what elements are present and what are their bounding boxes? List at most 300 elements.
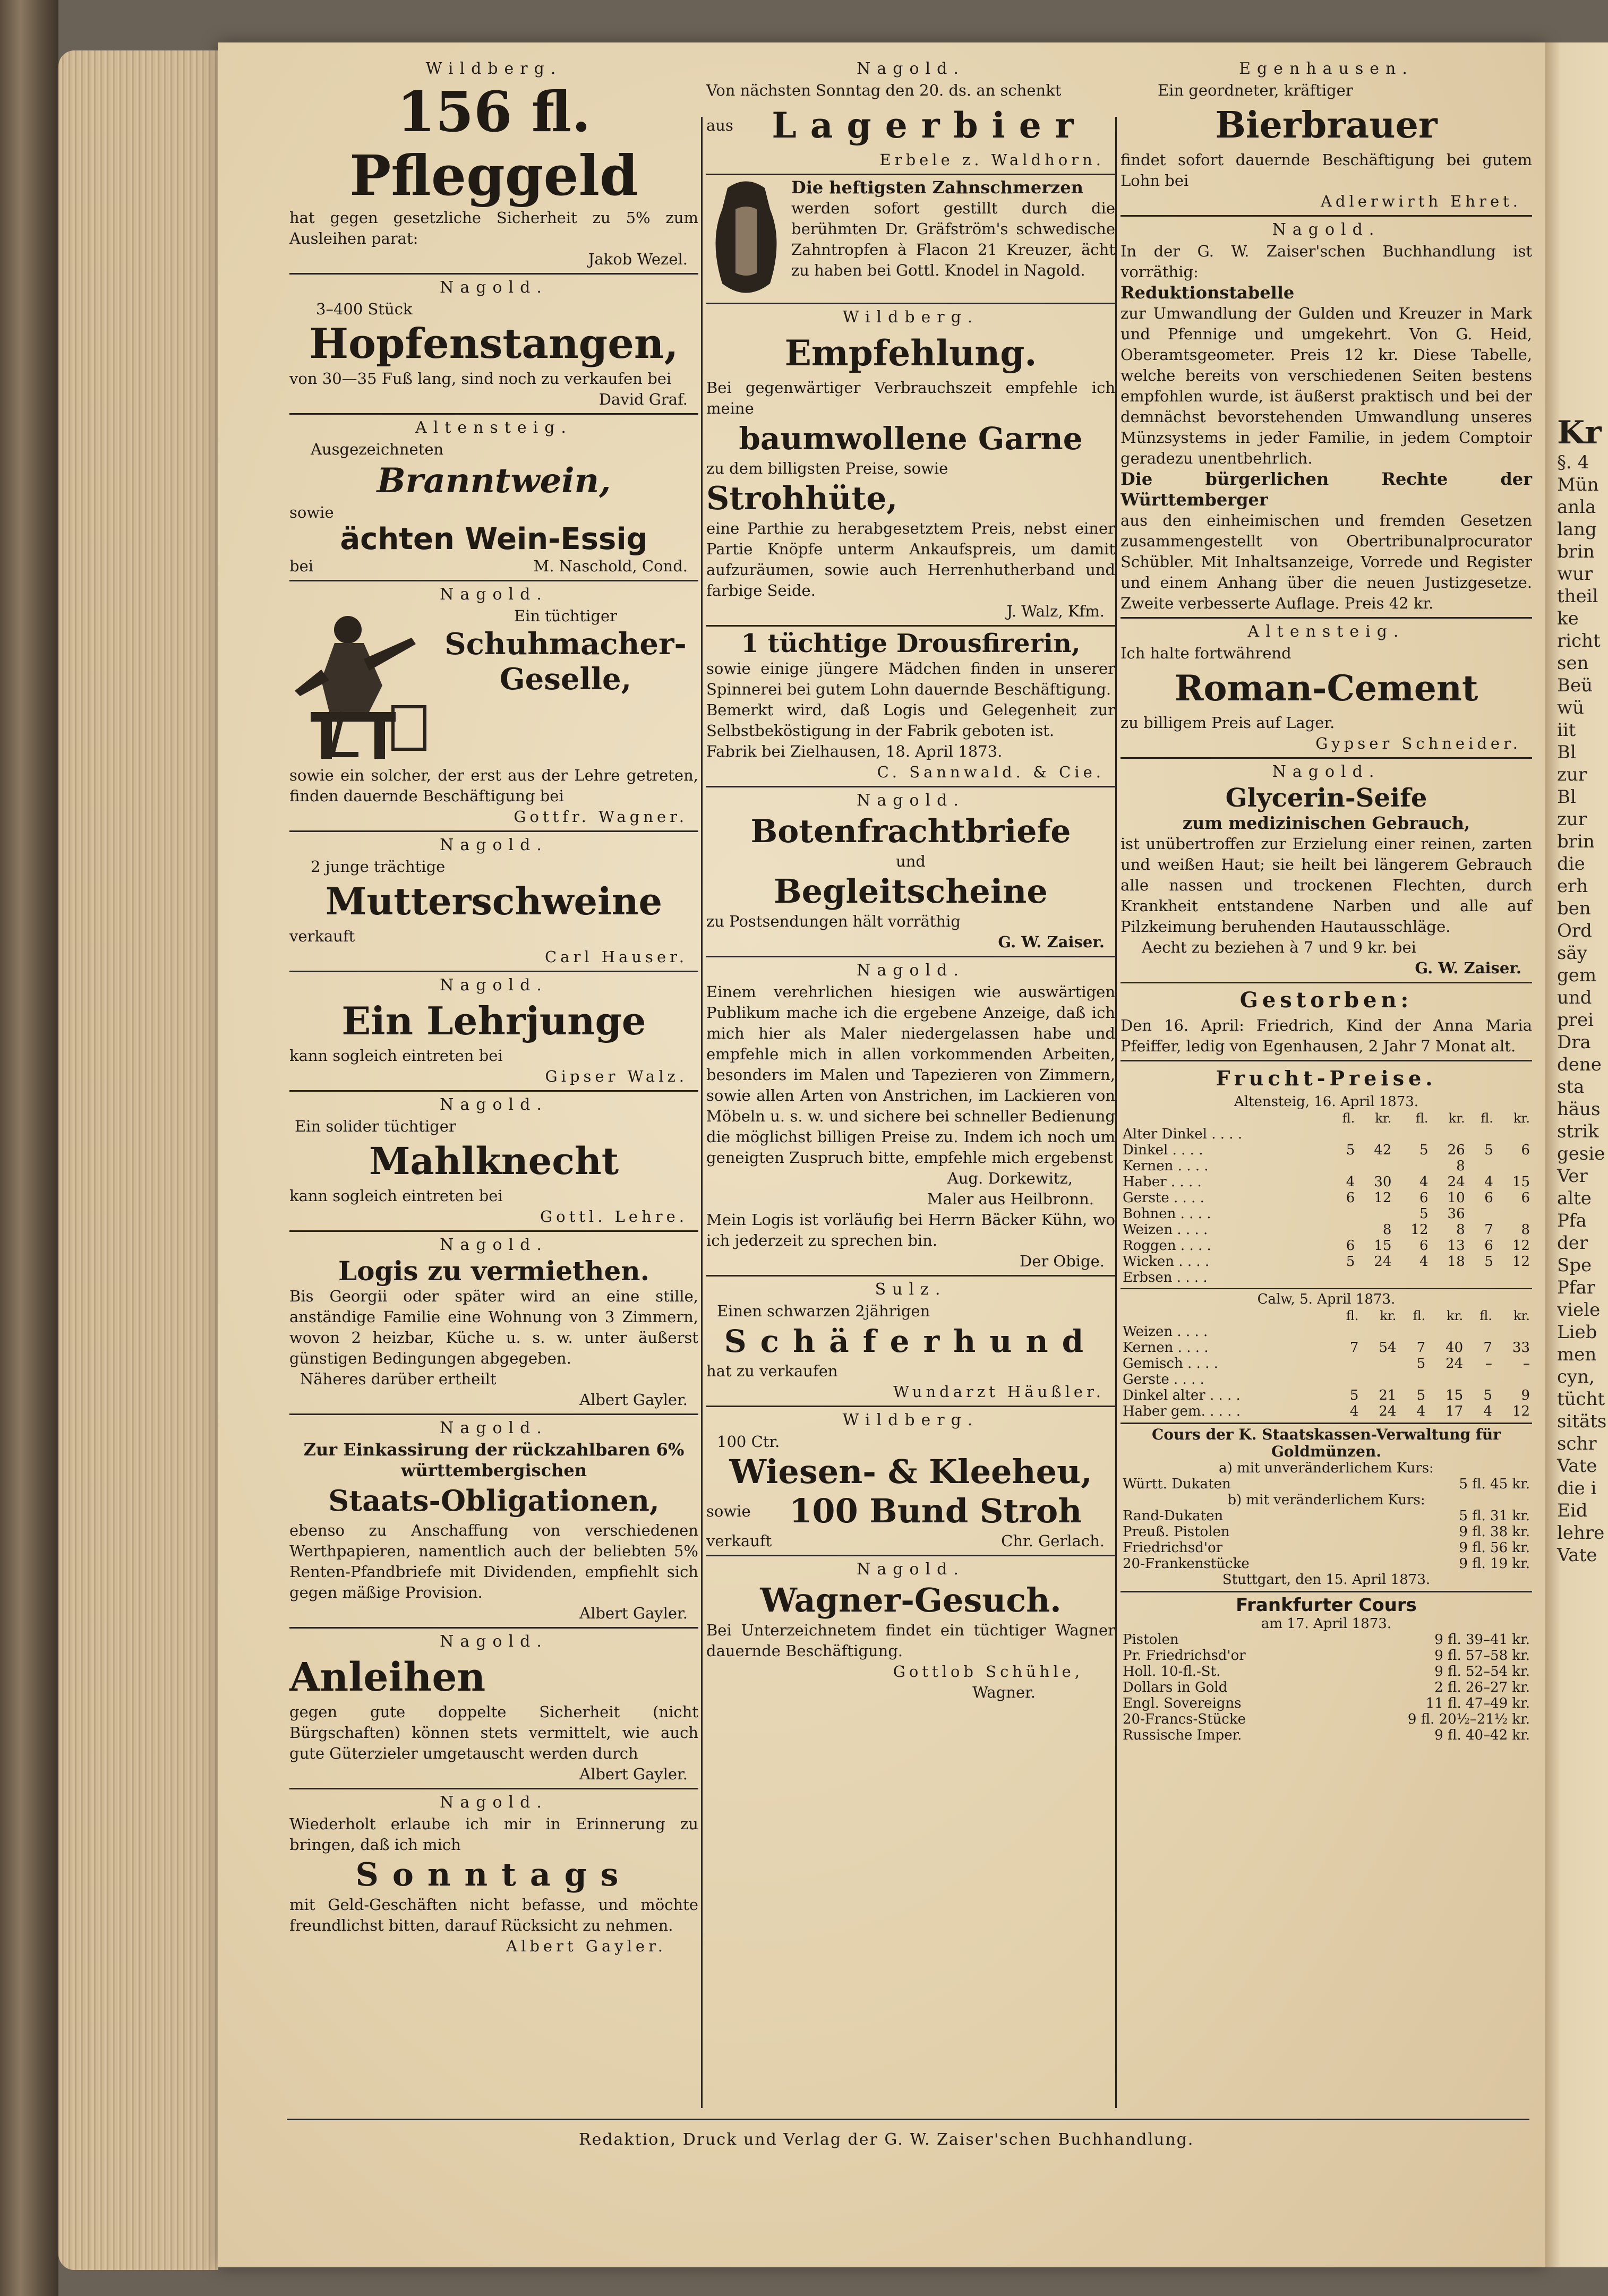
place: Wildberg. (842, 308, 979, 327)
price-cell: 6 (1419, 1190, 1429, 1206)
coin-name: Pr. Friedrichsd'or (1123, 1648, 1246, 1664)
intro: Ein solider tüchtiger (295, 1117, 456, 1135)
divider (1121, 1591, 1532, 1592)
signature: Gipser Walz. (545, 1067, 688, 1085)
column-header: fl. (1481, 1111, 1493, 1126)
ad-wiesenheu (706, 1409, 1115, 1552)
imprint-footer: Redaktion, Druck und Verlag der G. W. Zaiser'schen Buchhandlung. (579, 2130, 1194, 2149)
divider (289, 273, 698, 275)
grain-name: Roggen . . . . (1123, 1238, 1211, 1254)
headline: Sonntags (355, 1856, 632, 1894)
table-row (1121, 1158, 1532, 1174)
body-2: mit Geld-Geschäften nicht befasse, und möchte freundlichst bitten, darauf Rücksicht zu nehmen. (289, 1896, 698, 1934)
price-cell: 5 (1419, 1206, 1429, 1222)
corner-cell (1121, 1110, 1329, 1126)
divider (1121, 617, 1532, 619)
coin-value: 9 fl. 19 kr. (1459, 1556, 1530, 1572)
price-cell (1329, 1126, 1357, 1142)
next-page-line: sen (1557, 653, 1589, 674)
ad-staats-obligationen (289, 1417, 698, 1624)
coin-value: 2 fl. 26–27 kr. (1434, 1680, 1530, 1695)
table-row (1121, 1254, 1532, 1270)
body: sowie einige jüngere Mädchen finden in unserer Spinnerei bei gutem Lohn dauernde Beschäftigung. (706, 659, 1115, 698)
price-cell: 8 (1456, 1222, 1465, 1238)
divider (289, 1627, 698, 1629)
signature: Albert Gayler. (579, 1391, 688, 1409)
signature: Aug. Dorkewitz, (947, 1169, 1073, 1187)
price-cell: 24 (1379, 1403, 1397, 1419)
divider (706, 303, 1115, 304)
price-cell: 4 (1483, 1403, 1492, 1419)
signature: Gottfr. Wagner. (514, 808, 688, 826)
column-header: fl. (1415, 1111, 1429, 1126)
price-cell: 12 (1512, 1403, 1530, 1419)
signature-2: Maler aus Heilbronn. (927, 1190, 1094, 1208)
price-cell (1467, 1158, 1495, 1174)
headline: Mutterschweine (325, 879, 663, 923)
headline: Glycerin-Seife (1225, 783, 1427, 813)
body-2: zur Umwandlung der Gulden und Kreuzer in Mark und Pfennige und umgekehrt. Von G. Heid, Oberamtsgeometer. Preis 12 kr. Diese Tabelle, welche bereits von verschiedenen Seiten bestens empfohlen wurde, ist äußerst praktisch und bei der demnächst bevorstehenden Umwandlung unseres Münzsystems in jeder Familie, in jedem Comptoir geradezu unentbehrlich. (1121, 304, 1532, 467)
sowie: sowie (706, 1502, 751, 1520)
column-header: kr. (1513, 1111, 1530, 1126)
next-page-heading: Kr (1557, 414, 1602, 451)
signature: M. Naschold, Cond. (533, 557, 688, 575)
grain-name: Weizen . . . . (1123, 1324, 1208, 1340)
price-cell: – (1485, 1356, 1492, 1372)
table-row (1121, 1238, 1532, 1254)
intro: 2 junge trächtige (311, 858, 446, 876)
table-row (1121, 1126, 1532, 1142)
price-cell: 30 (1374, 1174, 1392, 1190)
price-cell (1393, 1126, 1430, 1142)
price-cell (1431, 1126, 1467, 1142)
price-cell: 36 (1447, 1206, 1465, 1222)
price-cell (1465, 1372, 1494, 1387)
ad-hopfenstangen (289, 277, 698, 410)
headline: Ein Lehrjunge (341, 998, 646, 1043)
next-page-line: Bl (1557, 742, 1576, 763)
signature: Adlerwirth Ehret. (1320, 192, 1521, 210)
headline: Staats-Obligationen, (328, 1484, 660, 1518)
divider (289, 830, 698, 832)
coin-name: Holl. 10-fl.-St. (1123, 1664, 1221, 1680)
place: Nagold. (1272, 220, 1381, 239)
ad-maler (706, 959, 1115, 1272)
column-rule-1 (701, 117, 703, 2108)
grain-name: Gemisch . . . . (1123, 1356, 1218, 1372)
table-row (1121, 1387, 1532, 1403)
coin-name: Rand-Dukaten (1123, 1508, 1224, 1524)
next-page-line: sta (1557, 1076, 1585, 1098)
sub-heading-2: b) mit veränderlichem Kurs: (1227, 1492, 1425, 1508)
table-row (1121, 1524, 1532, 1540)
corner-cell (1121, 1308, 1332, 1324)
ad-schaeferhund (706, 1279, 1115, 1402)
divider (1121, 1288, 1532, 1289)
price-cell (1427, 1324, 1465, 1340)
signature-2: Wagner. (972, 1683, 1036, 1701)
price-cell: 7 (1484, 1222, 1493, 1238)
intro: Ein geordneter, kräftiger (1158, 81, 1353, 99)
next-page-line: prei (1557, 1009, 1594, 1031)
next-page-line: Lieb (1557, 1322, 1597, 1343)
next-page-line: theil (1557, 586, 1598, 607)
next-page-line: Vate (1557, 1545, 1597, 1566)
price-cell: 6 (1521, 1190, 1530, 1206)
date: Fabrik bei Zielhausen, 18. April 1873. (706, 742, 1003, 760)
price-cell (1398, 1324, 1427, 1340)
divider (289, 1230, 698, 1232)
coin-name: Russische Imper. (1123, 1727, 1242, 1743)
price-cell: 5 (1484, 1142, 1493, 1158)
quantity: 100 Ctr. (717, 1433, 780, 1451)
next-page-line: lehre (1557, 1522, 1605, 1544)
price-cell: 6 (1419, 1238, 1429, 1254)
next-page-line: Ver (1557, 1166, 1588, 1187)
headline: Die heftigsten Zahnschmerzen (791, 177, 1083, 198)
und: und (896, 852, 926, 870)
place: Nagold. (857, 59, 965, 78)
table-row (1121, 1711, 1532, 1727)
sub-heading-1: a) mit unveränderlichem Kurs: (1219, 1460, 1434, 1476)
column-header: kr. (1513, 1308, 1530, 1323)
coin-value: 9 fl. 40–42 kr. (1434, 1727, 1530, 1743)
price-cell: 8 (1521, 1222, 1530, 1238)
headline: Frankfurter Cours (1236, 1595, 1417, 1616)
next-page-line: ke (1557, 608, 1579, 629)
next-page-line: Eid (1557, 1500, 1588, 1521)
signature: Gypser Schneider. (1315, 734, 1521, 752)
price-cell (1361, 1324, 1398, 1340)
price-cell: 5 (1346, 1142, 1355, 1158)
quantity: 3–400 Stück (316, 300, 413, 318)
table-row (1121, 1664, 1532, 1680)
coin-value: 9 fl. 39–41 kr. (1434, 1632, 1530, 1648)
next-page-line: Pfa (1557, 1210, 1587, 1231)
coin-value: 9 fl. 38 kr. (1459, 1524, 1530, 1540)
next-page-line: die i (1557, 1478, 1597, 1499)
next-page-line: wü (1557, 697, 1584, 718)
place: Altensteig. (1247, 622, 1405, 641)
body-2: zu billigem Preis auf Lager. (1121, 714, 1335, 732)
price-cell: 21 (1379, 1387, 1397, 1403)
next-page-line: Mün (1557, 474, 1599, 495)
next-page-line: schr (1557, 1433, 1597, 1454)
signature: Erbele z. Waldhorn. (879, 151, 1105, 169)
coin-value: 9 fl. 56 kr. (1459, 1540, 1530, 1556)
body: hat gegen gesetzliche Sicherheit zu 5% zum Ausleihen parat: (289, 209, 698, 247)
price-cell (1393, 1270, 1430, 1286)
body: sowie ein solcher, der erst aus der Lehre getreten, finden dauernde Beschäftigung bei (289, 766, 698, 805)
signature: Gottlob Schühle, (893, 1663, 1083, 1681)
column-header: kr. (1448, 1111, 1465, 1126)
price-cell (1332, 1372, 1361, 1387)
headline: Anleihen (289, 1655, 486, 1700)
column-2 (706, 56, 1115, 1703)
column-1 (289, 56, 698, 1957)
by: bei (289, 557, 314, 575)
deaths-notice (1121, 986, 1532, 1057)
headline: Gestorben: (1239, 988, 1413, 1013)
table-row (1121, 1695, 1532, 1711)
coin-name: Preuß. Pistolen (1123, 1524, 1230, 1540)
place: Nagold. (857, 961, 965, 980)
next-page-line: ben (1557, 898, 1591, 919)
next-page-line: häus (1557, 1099, 1601, 1120)
next-page-line: die (1557, 853, 1585, 875)
table-row (1121, 1174, 1532, 1190)
price-cell: 4 (1419, 1174, 1429, 1190)
ad-lagerbier (706, 58, 1115, 170)
next-page-line: iit (1557, 719, 1576, 741)
title: Zur Einkassirung der rückzahlbaren 6% württembergischen (303, 1440, 685, 1480)
price-cell: 8 (1382, 1222, 1392, 1238)
place: Nagold. (440, 1419, 548, 1437)
next-page-line: anla (1557, 496, 1596, 518)
frankfurt-table (1121, 1632, 1532, 1743)
place: Nagold. (440, 1793, 548, 1812)
shoemaker-illustration-icon (289, 606, 433, 765)
place: Nagold. (440, 585, 548, 604)
headline: Empfehlung. (784, 332, 1037, 374)
next-page-line: dene (1557, 1054, 1602, 1075)
divider (706, 956, 1115, 957)
aus: aus (706, 116, 733, 134)
grain-name: Haber . . . . (1123, 1174, 1202, 1190)
price-cell (1357, 1126, 1393, 1142)
place: Nagold. (1272, 763, 1381, 781)
price-cell (1329, 1158, 1357, 1174)
headline: Cours der K. Staatskassen-Verwaltung für Goldmünzen. (1151, 1426, 1501, 1460)
coin-name: Dollars in Gold (1123, 1680, 1228, 1695)
price-cell: 5 (1483, 1387, 1492, 1403)
next-page-line: Dra (1557, 1032, 1591, 1053)
next-page-line: cyn, (1557, 1366, 1595, 1387)
headline: Lagerbier (772, 105, 1088, 146)
signature: C. Sannwald. & Cie. (877, 763, 1105, 781)
headline: Roman-Cement (1174, 667, 1478, 709)
grain-name: Haber gem. . . . . (1123, 1403, 1241, 1419)
price-cell (1465, 1324, 1494, 1340)
price-cell (1495, 1158, 1532, 1174)
page-stack (58, 50, 218, 2270)
body: Wiederholt erlaube ich mir in Erinnerung zu bringen, daß ich mich (289, 1815, 698, 1854)
headline: Frucht-Preise. (1216, 1066, 1437, 1090)
cours-table (1121, 1508, 1532, 1572)
title: zum medizinischen Gebrauch, (1182, 813, 1470, 833)
table-row (1121, 1540, 1532, 1556)
price-cell: 42 (1374, 1142, 1392, 1158)
next-page-line: sitäts (1557, 1411, 1607, 1432)
divider (289, 1090, 698, 1092)
divider (706, 1555, 1115, 1556)
grain-name: Kernen . . . . (1123, 1340, 1209, 1356)
body-2: zu dem billigsten Preise, sowie (706, 459, 948, 477)
place: Sulz. (875, 1280, 947, 1299)
ad-branntwein (289, 417, 698, 577)
table-row (1121, 1648, 1532, 1664)
next-page-line: §. 4 (1557, 452, 1589, 473)
next-page-line: Beü (1557, 675, 1593, 696)
coin-name: Engl. Sovereigns (1123, 1695, 1242, 1711)
table-row (1121, 1340, 1532, 1356)
column-rule-2 (1115, 117, 1117, 2108)
signature: Albert Gayler. (579, 1604, 688, 1622)
price-cell: 15 (1374, 1238, 1392, 1254)
price-cell: 15 (1512, 1174, 1530, 1190)
fruit-prices (1121, 1064, 1532, 1286)
coin-value: 9 fl. 57–58 kr. (1434, 1648, 1530, 1664)
next-page-line: Pfar (1557, 1277, 1595, 1298)
table-row (1121, 1270, 1532, 1286)
signature: Wundarzt Häußler. (893, 1383, 1105, 1401)
headline-2: Begleitscheine (774, 872, 1048, 911)
frankfurt-cours (1121, 1595, 1532, 1743)
price-cell (1329, 1270, 1357, 1286)
next-page-line: Vate (1557, 1455, 1597, 1477)
ad-drousfirerin (706, 629, 1115, 783)
price-cell: 6 (1521, 1142, 1530, 1158)
body: zu Postsendungen hält vorräthig (706, 912, 961, 930)
column-header: fl. (1342, 1111, 1355, 1126)
next-page-line: lang (1557, 519, 1597, 540)
price-cell: 15 (1446, 1387, 1464, 1403)
price-cell (1467, 1206, 1495, 1222)
headline: Bierbrauer (1215, 104, 1438, 147)
ad-buchhandlung (1121, 219, 1532, 614)
headline: Wiesen- & Kleeheu, (729, 1452, 1092, 1491)
body: kann sogleich eintreten bei (289, 1047, 503, 1065)
divider (1121, 215, 1532, 217)
footer-rule (287, 2119, 1529, 2120)
ad-logis (289, 1234, 698, 1410)
price-cell: 7 (1416, 1340, 1426, 1356)
column-header: kr. (1375, 1111, 1392, 1126)
headline: Botenfrachtbriefe (750, 813, 1071, 850)
price-cell: 5 (1419, 1142, 1429, 1158)
ad-glycerin-seife (1121, 761, 1532, 979)
body-2: Mein Logis ist vorläufig bei Herrn Bäcker Kühn, wo ich jederzeit zu sprechen bin. (706, 1211, 1115, 1249)
grain-name: Alter Dinkel . . . . (1123, 1126, 1243, 1142)
grain-name: Kernen . . . . (1123, 1158, 1209, 1174)
price-cell: 24 (1374, 1254, 1392, 1270)
next-page-line: alte (1557, 1188, 1592, 1209)
divider (706, 625, 1115, 627)
price-cell (1467, 1126, 1495, 1142)
ad-anleihen (289, 1631, 698, 1785)
price-cell: 4 (1349, 1403, 1359, 1419)
next-page-line: Spe (1557, 1255, 1592, 1276)
price-cell: 4 (1346, 1174, 1355, 1190)
next-page-line: gem (1557, 965, 1597, 986)
headline: Wagner-Gesuch. (760, 1581, 1062, 1620)
signature-3: Der Obige. (1019, 1252, 1105, 1270)
price-cell: 5 (1484, 1254, 1493, 1270)
column-header: kr. (1380, 1308, 1397, 1323)
body-2: Bemerkt wird, daß Logis und Gelegenheit zur Selbstbeköstigung in der Fabrik geboten ist. (706, 701, 1115, 740)
place: Egenhausen. (1239, 59, 1414, 78)
divider (289, 413, 698, 415)
signature: David Graf. (598, 390, 688, 408)
divider (289, 1788, 698, 1789)
coin-value: 9 fl. 52–54 kr. (1434, 1664, 1530, 1680)
ad-zahnschmerzen (706, 177, 1115, 299)
price-cell: 17 (1446, 1403, 1464, 1419)
tooth-drops-bottle-icon (706, 177, 786, 299)
calw-prices (1121, 1291, 1532, 1419)
date: am 17. April 1873. (1261, 1616, 1392, 1632)
price-cell: 12 (1512, 1254, 1530, 1270)
table-row (1121, 1632, 1532, 1648)
cours-row-dukaten (1121, 1476, 1532, 1492)
divider (706, 786, 1115, 787)
body: In der G. W. Zaiser'schen Buchhandlung ist vorräthig: (1121, 242, 1532, 281)
price-cell: 7 (1483, 1340, 1492, 1356)
title-2: Die bürgerlichen Rechte der Württemberger (1121, 469, 1532, 510)
body: ist unübertroffen zur Erzielung einer reinen, zarten und weißen Haut; sie heilt bei längerem Gebrauch alle nassen und trockenen Flechten, durch Krankheit entstandene Narben und alle auf Pilzkeimung beruhenden Hautausschläge. (1121, 835, 1532, 936)
ad-mutterschweine (289, 834, 698, 967)
divider (1121, 982, 1532, 983)
price-cell (1431, 1270, 1467, 1286)
place: Nagold. (857, 1560, 965, 1579)
price-cell: 9 (1521, 1387, 1530, 1403)
next-page-lines (1545, 451, 1608, 1566)
table-row (1121, 1508, 1532, 1524)
body: Einen schwarzen 2jährigen (717, 1302, 930, 1320)
next-page-line: strik (1557, 1121, 1599, 1142)
price-cell (1495, 1270, 1532, 1286)
ad-wagner-gesuch (706, 1558, 1115, 1703)
body: werden sofort gestillt durch die berühmten Dr. Gräfström's schwedische Zahntropfen à Flacon 21 Kreuzer, ächt zu haben bei Gottl. Knodel in Nagold. (791, 199, 1115, 279)
price-cell: 12 (1512, 1238, 1530, 1254)
price-cell (1495, 1206, 1532, 1222)
coin-name: 20-Frankenstücke (1123, 1556, 1250, 1572)
price-cell (1332, 1324, 1361, 1340)
signature: Albert Gayler. (579, 1765, 688, 1783)
next-page-line: zur (1557, 764, 1587, 785)
signature: Carl Hauser. (544, 948, 688, 966)
price-cell: 12 (1410, 1222, 1429, 1238)
price-cell: 5 (1346, 1254, 1355, 1270)
price-cell: 5 (1416, 1387, 1426, 1403)
signature: Chr. Gerlach. (1001, 1532, 1105, 1550)
next-page-line: men (1557, 1344, 1597, 1365)
intro: Ein tüchtiger (514, 607, 618, 625)
table-row (1121, 1403, 1532, 1419)
body: Bis Georgii oder später wird an eine stille, anständige Familie eine Wohnung von 3 Zimmern, wovon 2 heizbar, Küche u. s. w. unter äußerst günstigen Bedingungen abgegeben. (289, 1287, 698, 1367)
next-page-line: richt (1557, 630, 1601, 652)
price-cell: 10 (1447, 1190, 1465, 1206)
price-cell (1357, 1158, 1393, 1174)
body: von 30—35 Fuß lang, sind noch zu verkaufen bei (289, 370, 672, 388)
price-cell: 7 (1349, 1340, 1359, 1356)
table-row (1121, 1206, 1532, 1222)
price-cell (1357, 1206, 1393, 1222)
price-cell: 4 (1484, 1174, 1493, 1190)
body: Ich halte fortwährend (1121, 644, 1291, 662)
body-3: aus den einheimischen und fremden Gesetzen zusammengestellt von Obertribunalprocurator Schübler. Mit Inhaltsanzeige, Vorrede und Register und einem Anhang über die neuen Justizgesetze. Zweite verbesserte Auflage. Preis 42 kr. (1121, 511, 1532, 612)
next-page-line: gesie (1557, 1143, 1605, 1164)
body: gegen gute doppelte Sicherheit (nicht Bürgschaften) können stets vermittelt, wie auch gute Güterzieler umgetauscht werden durch (289, 1703, 698, 1762)
price-cell: 4 (1419, 1254, 1429, 1270)
place: Nagold. (440, 1095, 548, 1114)
price-cell (1357, 1270, 1393, 1286)
place: Nagold. (440, 1632, 548, 1651)
place: Wildberg. (842, 1411, 979, 1429)
body-3: eine Parthie zu herabgesetztem Preis, nebst einer Partie Knöpfe unterm Ankaufspreis, um damit aufzuräumen, sowie auch Herrenhutherband und farbige Seide. (706, 519, 1115, 599)
ad-lehrjunge (289, 974, 698, 1087)
divider (1121, 757, 1532, 759)
